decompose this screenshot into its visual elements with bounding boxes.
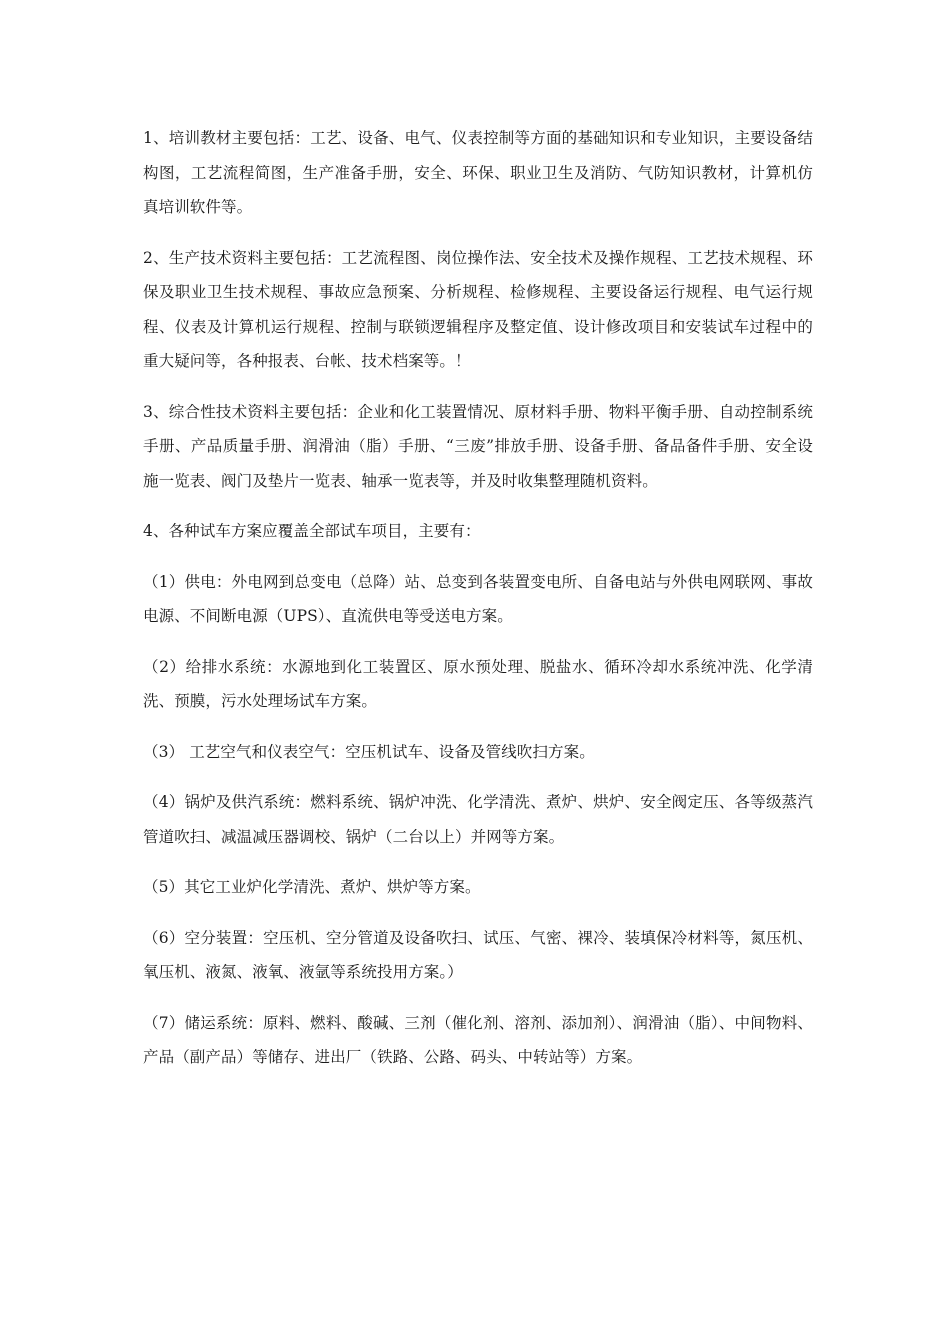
list-item-air-separation: （6）空分装置：空压机、空分管道及设备吹扫、试压、气密、裸冷、装填保冷材料等，氮压机、氧压机、液氮、液氧、液氩等系统投用方案。） [143, 928, 813, 981]
document-body [143, 121, 813, 1091]
list-item-air-system: （3） 工艺空气和仪表空气：空压机试车、设备及管线吹扫方案。 [143, 742, 595, 761]
paragraph-2: 2、生产技术资料主要包括：工艺流程图、岗位操作法、安全技术及操作规程、工艺技术规程、环保及职业卫生技术规程、事故应急预案、分析规程、检修规程、主要设备运行规程、电气运行规程、仪表及计算机运行规程、控制与联锁逻辑程序及整定值、设计修改项目和安装试车过程中的重大疑问等，各种报表、台帐、技术档案等。！ [143, 248, 813, 370]
list-item-water-system: （2）给排水系统：水源地到化工装置区、原水预处理、脱盐水、循环冷却水系统冲洗、化学清洗、预膜，污水处理场试车方案。 [143, 657, 813, 710]
list-item-storage-transport: （7）储运系统：原料、燃料、酸碱、三剂（催化剂、溶剂、添加剂）、润滑油（脂）、中间物料、产品（副产品）等储存、进出厂（铁路、公路、码头、中转站等）方案。 [143, 1013, 813, 1066]
list-item-industrial-furnace: （5）其它工业炉化学清洗、煮炉、烘炉等方案。 [143, 878, 481, 896]
paragraph-4: 4、各种试车方案应覆盖全部试车项目，主要有： [143, 522, 481, 540]
paragraph-1: 1、培训教材主要包括：工艺、设备、电气、仪表控制等方面的基础知识和专业知识，主要设备结构图，工艺流程简图，生产准备手册，安全、环保、职业卫生及消防、气防知识教材，计算机仿真培训软件等。 [143, 129, 813, 216]
list-item-boiler-system: （4）锅炉及供汽系统：燃料系统、锅炉冲洗、化学清洗、煮炉、烘炉、安全阀定压、各等级蒸汽管道吹扫、减温减压器调校、锅炉（二台以上）并网等方案。 [143, 793, 813, 846]
list-item-power-supply: （1）供电：外电网到总变电（总降）站、总变到各装置变电所、自备电站与外供电网联网、事故电源、不间断电源（UPS）、直流供电等受送电方案。 [143, 572, 813, 625]
paragraph-3: 3、综合性技术资料主要包括：企业和化工装置情况、原材料手册、物料平衡手册、自动控制系统手册、产品质量手册、润滑油（脂）手册、“三废”排放手册、设备手册、备品备件手册、安全设施一览表、阀门及垫片一览表、轴承一览表等，并及时收集整理随机资料。 [143, 402, 813, 490]
